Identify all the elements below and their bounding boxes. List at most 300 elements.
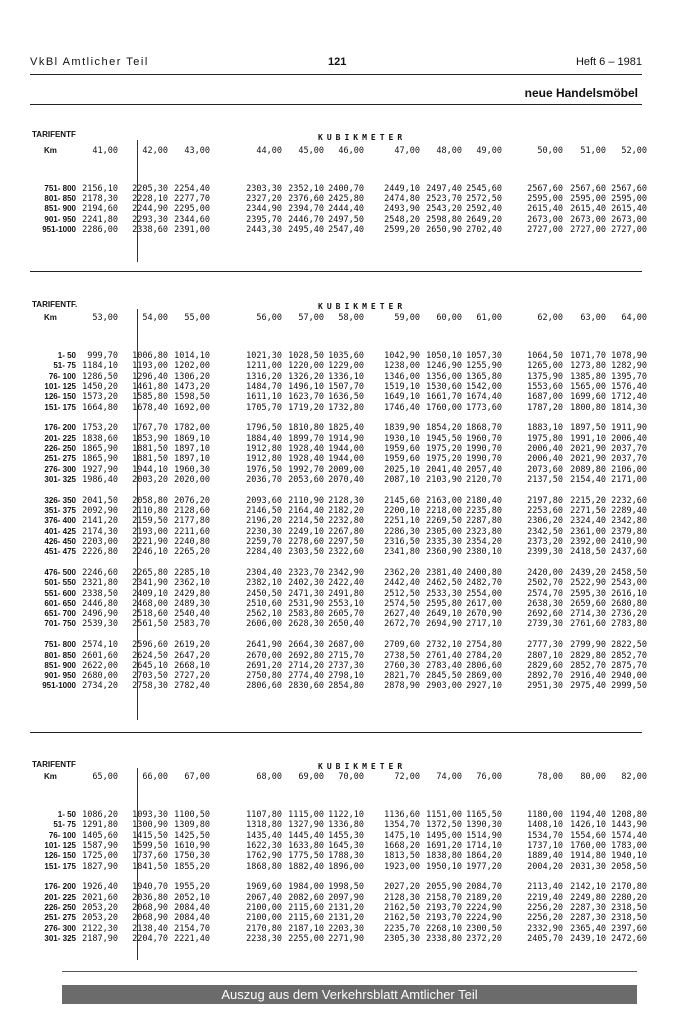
table-cell: 1071,70 (570, 351, 606, 361)
table-cell: 2703,50 (132, 671, 168, 682)
table-cell: 2400,70 (328, 184, 364, 194)
table-cell: 1649,10 (384, 392, 420, 403)
table-cell: 1165,50 (466, 810, 502, 820)
table-cell: 2777,30 (527, 640, 563, 651)
table-cell: 1944,10 (132, 464, 168, 475)
table-cell: 2128,30 (384, 892, 420, 903)
table-cell: 1229,00 (328, 361, 364, 372)
table-cell: 2437,60 (611, 547, 647, 558)
table-cell: 1899,70 (288, 433, 324, 444)
row-label: 226- 250 (44, 443, 76, 453)
table-cell: 2429,80 (174, 588, 210, 599)
row-label: 126- 150 (44, 392, 76, 402)
table-cell: 2761,40 (426, 650, 462, 661)
table-cell: 1737,10 (527, 840, 563, 851)
table-cell: 2174,30 (82, 526, 118, 537)
table-cell: 2221,40 (174, 933, 210, 944)
table-cell: 2628,30 (288, 619, 324, 630)
table-cell: 1959,60 (384, 454, 420, 465)
table-cell: 2449,10 (384, 184, 420, 194)
column-header: 65,00 (92, 772, 118, 782)
footer-rule (62, 971, 637, 972)
column-header: 67,00 (184, 772, 210, 782)
table-cell: 1220,00 (288, 361, 324, 372)
table-cell: 2539,30 (82, 619, 118, 630)
table-cell: 2854,80 (328, 681, 364, 692)
table-cell: 2545,60 (466, 184, 502, 194)
page-subtitle: neue Handelsmöbel (524, 86, 638, 100)
table-cell: 2235,80 (466, 505, 502, 516)
table-cell: 1881,50 (132, 454, 168, 465)
kubikmeter-label: KUBIKMETER (318, 302, 407, 311)
table-cell: 2228,10 (132, 194, 168, 205)
row-label: 101- 125 (44, 381, 76, 391)
table-cell: 1897,10 (174, 443, 210, 454)
table-cell: 2592,40 (466, 204, 502, 215)
table-cell: 2006,40 (527, 443, 563, 454)
table-cell: 2194,60 (82, 204, 118, 215)
row-label: 251- 275 (44, 913, 76, 923)
row-label: 551- 600 (44, 588, 76, 598)
table-cell: 1598,50 (174, 392, 210, 403)
table-cell: 2300,50 (466, 923, 502, 934)
table-cell: 1425,50 (174, 830, 210, 841)
table-cell: 1327,90 (288, 820, 324, 831)
table-cell: 1810,80 (288, 423, 324, 434)
table-cell: 1839,90 (384, 423, 420, 434)
table-cell: 1507,70 (328, 381, 364, 392)
table-cell: 2687,00 (328, 640, 364, 651)
table-cell: 2975,40 (570, 681, 606, 692)
row-label: 301- 325 (44, 474, 76, 484)
table-cell: 2916,40 (570, 671, 606, 682)
row-label: 901- 950 (44, 671, 76, 681)
row-label: 601- 650 (44, 598, 76, 608)
column-header: 43,00 (184, 146, 210, 156)
table-cell: 1645,30 (328, 840, 364, 851)
table-cell: 2073,60 (527, 464, 563, 475)
table-cell: 2087,10 (384, 474, 420, 485)
table-cell: 2668,10 (174, 660, 210, 671)
table-cell: 2321,80 (82, 578, 118, 589)
table-cell: 1326,20 (288, 371, 324, 382)
table-cell: 1395,70 (611, 371, 647, 382)
table-cell: 1021,30 (246, 351, 282, 361)
table-cell: 2595,00 (611, 194, 647, 205)
table-cell: 2053,60 (288, 474, 324, 485)
table-cell: 2391,00 (174, 224, 210, 235)
table-cell: 2717,10 (466, 619, 502, 630)
table-cell: 2567,60 (611, 184, 647, 194)
table-cell: 2203,00 (82, 536, 118, 547)
table-cell: 2715,70 (328, 650, 364, 661)
table-cell: 1853,90 (132, 433, 168, 444)
table-cell: 2439,10 (570, 933, 606, 944)
table-cell: 2622,00 (82, 660, 118, 671)
table-cell: 1576,40 (611, 381, 647, 392)
table-cell: 2293,30 (132, 214, 168, 225)
table-cell: 1136,60 (384, 810, 420, 820)
table-cell: 2006,40 (611, 433, 647, 444)
row-label: 426- 450 (44, 536, 76, 546)
table-cell: 2137,50 (527, 474, 563, 485)
table-cell: 2373,20 (527, 536, 563, 547)
table-cell: 1318,80 (246, 820, 282, 831)
column-header: 48,00 (436, 146, 462, 156)
table-cell: 2784,20 (466, 650, 502, 661)
table-cell: 1773,60 (466, 402, 502, 413)
table-cell: 1180,00 (527, 810, 563, 820)
table-cell: 1064,50 (527, 351, 563, 361)
row-label: 751- 800 (44, 184, 76, 193)
table-cell: 2193,00 (132, 526, 168, 537)
table-cell: 1519,10 (384, 381, 420, 392)
column-header: 63,00 (580, 313, 606, 323)
table-cell: 2304,40 (246, 567, 282, 578)
table-cell: 1883,10 (527, 423, 563, 434)
table-cell: 1050,10 (426, 351, 462, 361)
table-cell: 2807,10 (527, 650, 563, 661)
table-cell: 2392,00 (570, 536, 606, 547)
table-cell: 1841,50 (132, 861, 168, 872)
table-cell: 2714,20 (288, 660, 324, 671)
table-cell: 2230,30 (246, 526, 282, 537)
table-cell: 2084,40 (174, 913, 210, 924)
table-cell: 2306,20 (527, 516, 563, 527)
table-cell: 2287,30 (570, 913, 606, 924)
table-cell: 2235,70 (384, 923, 420, 934)
table-cell: 2286,00 (82, 224, 118, 235)
table-cell: 1674,40 (466, 392, 502, 403)
table-cell: 2251,10 (384, 516, 420, 527)
table-cell: 1306,20 (174, 371, 210, 382)
column-header: 74,00 (436, 772, 462, 782)
table-cell: 2774,40 (288, 671, 324, 682)
table-cell: 1585,80 (132, 392, 168, 403)
table-cell: 2951,30 (527, 681, 563, 692)
table-cell: 2128,60 (174, 505, 210, 516)
table-cell: 1006,80 (132, 351, 168, 361)
table-cell: 1336,80 (328, 820, 364, 831)
table-cell: 2249,10 (288, 526, 324, 537)
table-cell: 2422,40 (328, 578, 364, 589)
column-header: 53,00 (92, 313, 118, 323)
column-header: 70,00 (338, 772, 364, 782)
table-cell: 2999,50 (611, 681, 647, 692)
table-cell: 2649,20 (466, 214, 502, 225)
column-header: 58,00 (338, 313, 364, 323)
table-cell: 1365,80 (466, 371, 502, 382)
table-cell: 2316,50 (384, 536, 420, 547)
tarif-label: TARIFENTF. (32, 300, 78, 309)
table-cell: 2512,50 (384, 588, 420, 599)
row-label: 901- 950 (44, 214, 76, 224)
column-header: 62,00 (537, 313, 563, 323)
header-rule (30, 74, 642, 75)
table-cell: 2093,60 (246, 495, 282, 506)
table-cell: 1372,50 (426, 820, 462, 831)
table-cell: 2255,00 (288, 933, 324, 944)
table-cell: 2068,90 (132, 902, 168, 913)
table-cell: 2267,80 (328, 526, 364, 537)
table-cell: 2543,00 (611, 578, 647, 589)
table-cell: 2318,50 (611, 913, 647, 924)
table-cell: 2650,40 (328, 619, 364, 630)
row-label: 376- 400 (44, 516, 76, 526)
table-cell: 2163,00 (426, 495, 462, 506)
table-cell: 2067,40 (246, 892, 282, 903)
table-cell: 2531,90 (288, 598, 324, 609)
table-cell: 2076,20 (174, 495, 210, 506)
table-cell: 2624,50 (132, 650, 168, 661)
table-cell: 2284,40 (246, 547, 282, 558)
table-cell: 2097,90 (328, 892, 364, 903)
table-cell: 1208,80 (611, 810, 647, 820)
table-cell: 1959,60 (384, 443, 420, 454)
table-cell: 2287,30 (570, 902, 606, 913)
table-cell: 1473,20 (174, 381, 210, 392)
table-cell: 2760,30 (384, 660, 420, 671)
table-cell: 2303,30 (246, 184, 282, 194)
table-cell: 1881,50 (132, 443, 168, 454)
table-cell: 2182,20 (328, 505, 364, 516)
table-cell: 2903,00 (426, 681, 462, 692)
table-cell: 2638,30 (527, 598, 563, 609)
table-cell: 2518,60 (132, 609, 168, 620)
table-cell: 1445,40 (288, 830, 324, 841)
table-cell: 2627,40 (384, 609, 420, 620)
table-cell: 1838,60 (82, 433, 118, 444)
table-cell: 2409,10 (132, 588, 168, 599)
table-cell: 2249,80 (570, 892, 606, 903)
column-header: 46,00 (338, 146, 364, 156)
table-cell: 1914,80 (570, 851, 606, 862)
table-cell: 1912,80 (246, 454, 282, 465)
table-cell: 1286,50 (82, 371, 118, 382)
table-cell: 1078,90 (611, 351, 647, 361)
column-header: 72,00 (394, 772, 420, 782)
table-cell: 2197,80 (527, 495, 563, 506)
table-cell: 1945,50 (426, 433, 462, 444)
table-cell: 2567,60 (570, 184, 606, 194)
table-cell: 2003,20 (132, 474, 168, 485)
table-cell: 2599,20 (384, 224, 420, 235)
table-cell: 2269,50 (426, 516, 462, 527)
table-cell: 2241,80 (82, 214, 118, 225)
table-cell: 1750,30 (174, 851, 210, 862)
table-cell: 2497,40 (426, 184, 462, 194)
table-cell: 2472,60 (611, 933, 647, 944)
column-header: 64,00 (621, 313, 647, 323)
section-divider (30, 104, 642, 105)
table-cell: 2238,30 (246, 933, 282, 944)
table-cell: 1975,20 (426, 454, 462, 465)
table-cell: 2605,70 (328, 609, 364, 620)
table-cell: 2670,90 (466, 609, 502, 620)
table-cell: 2285,10 (174, 567, 210, 578)
table-cell: 1705,70 (246, 402, 282, 413)
table-cell: 2196,20 (246, 516, 282, 527)
table-cell: 1969,60 (246, 882, 282, 893)
table-cell: 2037,70 (611, 443, 647, 454)
table-cell: 2342,80 (611, 516, 647, 527)
table-cell: 2205,30 (132, 184, 168, 194)
table-cell: 2031,30 (570, 861, 606, 872)
row-label: 101- 125 (44, 840, 76, 850)
table-cell: 2025,10 (384, 464, 420, 475)
table-cell: 2089,80 (570, 464, 606, 475)
table-cell: 2004,20 (527, 861, 563, 872)
table-cell: 1975,20 (426, 443, 462, 454)
table-cell: 2829,60 (527, 660, 563, 671)
table-cell: 2068,90 (132, 913, 168, 924)
table-cell: 2324,40 (570, 516, 606, 527)
table-cell: 1246,90 (426, 361, 462, 372)
table-cell: 2053,20 (82, 902, 118, 913)
table-cell: 2162,50 (384, 913, 420, 924)
table-cell: 2318,50 (611, 902, 647, 913)
table-cell: 2187,90 (82, 933, 118, 944)
table-cell: 2875,70 (611, 660, 647, 671)
table-cell: 1914,90 (328, 433, 364, 444)
table-cell: 2458,50 (611, 567, 647, 578)
table-cell: 1455,30 (328, 830, 364, 841)
column-header: 51,00 (580, 146, 606, 156)
table-cell: 1746,40 (384, 402, 420, 413)
column-header: 60,00 (436, 313, 462, 323)
table-cell: 2070,40 (328, 474, 364, 485)
table-cell: 2352,10 (288, 184, 324, 194)
table-cell: 2381,40 (426, 567, 462, 578)
table-cell: 1661,70 (426, 392, 462, 403)
table-cell: 2673,00 (570, 214, 606, 225)
table-cell: 2491,80 (328, 588, 364, 599)
table-cell: 2402,30 (288, 578, 324, 589)
km-label: Km (44, 772, 57, 781)
column-header: 61,00 (476, 313, 502, 323)
table-cell: 2822,50 (611, 640, 647, 651)
table-cell: 1986,40 (82, 474, 118, 485)
table-cell: 1775,50 (288, 851, 324, 862)
table-cell: 2649,10 (426, 609, 462, 620)
table-cell: 2052,10 (174, 892, 210, 903)
table-cell: 2583,70 (174, 619, 210, 630)
table-cell: 2338,60 (132, 224, 168, 235)
table-cell: 1977,20 (466, 861, 502, 872)
table-cell: 1865,90 (82, 443, 118, 454)
row-label: 1- 50 (57, 351, 76, 360)
table-cell: 2650,90 (426, 224, 462, 235)
table-cell: 2443,30 (246, 224, 282, 235)
table-cell: 2009,00 (328, 464, 364, 475)
table-cell: 1086,20 (82, 810, 118, 820)
table-cell: 2232,60 (611, 495, 647, 506)
row-label: 76- 100 (48, 371, 76, 381)
table-cell: 1115,00 (288, 810, 324, 820)
table-cell: 1122,10 (328, 810, 364, 820)
column-header: 78,00 (537, 772, 563, 782)
table-cell: 2232,80 (328, 516, 364, 527)
table-cell: 1194,40 (570, 810, 606, 820)
table-cell: 2738,50 (384, 650, 420, 661)
table-cell: 2138,40 (132, 923, 168, 934)
column-header: 47,00 (394, 146, 420, 156)
tarif-label: TARIFENTF (32, 130, 76, 139)
table-cell: 1565,00 (570, 381, 606, 392)
table-cell: 2543,20 (426, 204, 462, 215)
table-cell: 2739,30 (527, 619, 563, 630)
table-cell: 2561,50 (132, 619, 168, 630)
table-cell: 1265,00 (527, 361, 563, 372)
table-cell: 1622,30 (246, 840, 282, 851)
table-cell: 1714,10 (466, 840, 502, 851)
table-cell: 2021,60 (82, 892, 118, 903)
table-cell: 2399,30 (527, 547, 563, 558)
row-label: 276- 300 (44, 923, 76, 933)
row-label: 851- 900 (44, 204, 76, 214)
table-cell: 2041,40 (426, 464, 462, 475)
table-cell: 1896,00 (328, 861, 364, 872)
row-label: 751- 800 (44, 640, 76, 650)
table-cell: 1998,50 (328, 882, 364, 893)
table-cell: 2177,80 (174, 516, 210, 527)
table-cell: 2092,90 (82, 505, 118, 516)
table-cell: 2131,20 (328, 902, 364, 913)
row-label: 951-1000 (42, 224, 76, 234)
table-cell: 2146,50 (246, 505, 282, 516)
table-cell: 2420,00 (527, 567, 563, 578)
row-label: 201- 225 (44, 892, 76, 902)
table-cell: 1390,30 (466, 820, 502, 831)
table-cell: 1825,40 (328, 423, 364, 434)
table-cell: 2084,70 (466, 882, 502, 893)
table-cell: 2830,60 (288, 681, 324, 692)
table-cell: 1450,20 (82, 381, 118, 392)
table-cell: 2940,00 (611, 671, 647, 682)
table-cell: 2523,70 (426, 194, 462, 205)
row-label: 51- 75 (53, 820, 76, 830)
table-cell: 2154,40 (570, 474, 606, 485)
table-cell: 2145,60 (384, 495, 420, 506)
table-cell: 2256,20 (527, 902, 563, 913)
table-cell: 2821,70 (384, 671, 420, 682)
column-header: 42,00 (142, 146, 168, 156)
table-cell: 2354,20 (466, 536, 502, 547)
table-cell: 1100,50 (174, 810, 210, 820)
table-cell: 1796,50 (246, 423, 282, 434)
table-cell: 2489,30 (174, 598, 210, 609)
table-cell: 2379,80 (611, 526, 647, 537)
table-cell: 1897,50 (570, 423, 606, 434)
table-cell: 2323,80 (466, 526, 502, 537)
table-cell: 2616,10 (611, 588, 647, 599)
table-cell: 1687,00 (527, 392, 563, 403)
table-cell: 1944,00 (328, 454, 364, 465)
table-cell: 1291,80 (82, 820, 118, 831)
table-cell: 2758,30 (132, 681, 168, 692)
table-cell: 1028,50 (288, 351, 324, 361)
table-cell: 1354,70 (384, 820, 420, 831)
table-cell: 2394,70 (288, 204, 324, 215)
table-cell: 2405,70 (527, 933, 563, 944)
table-cell: 1719,20 (288, 402, 324, 413)
table-cell: 2673,00 (611, 214, 647, 225)
table-cell: 1990,70 (466, 443, 502, 454)
row-label: 351- 375 (44, 505, 76, 515)
row-label: 801- 850 (44, 194, 76, 204)
table-cell: 2892,70 (527, 671, 563, 682)
table-cell: 2382,10 (246, 578, 282, 589)
